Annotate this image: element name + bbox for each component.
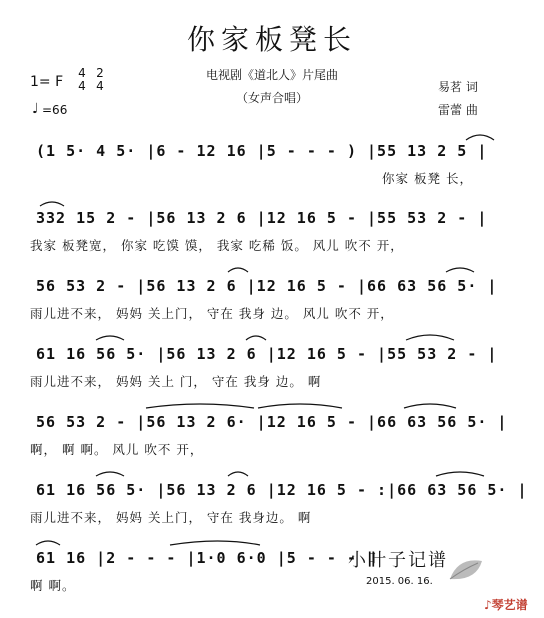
notation-line: 61 16 |2 - - - |1·0 6·0 |5 - - - ‖ bbox=[36, 549, 378, 567]
site-logo: ♪琴艺谱 bbox=[484, 598, 528, 612]
lyric-line: 我家 板凳宽， 你家 吃馍 馍， 我家 吃稀 饭。 风儿 吹不 开， bbox=[30, 238, 404, 253]
slur bbox=[146, 404, 254, 408]
notation-line: (1 5· 4 5· |6 - 12 16 |5 - - - ) |55 13 2 5 | bbox=[36, 142, 488, 160]
composer-credit: 雷蕾 曲 bbox=[438, 103, 478, 117]
slur bbox=[96, 472, 124, 476]
notation-line: 61 16 56 5· |56 13 2 6 |12 16 5 - :|66 63 56 5· | bbox=[36, 481, 528, 499]
lyric-line: 雨儿进不来， 妈妈 关上 门， 守在 我身 边。 啊 bbox=[30, 374, 322, 389]
meter-4-4: 4 4 bbox=[78, 66, 86, 93]
slur bbox=[246, 336, 266, 340]
notation-line: 61 16 56 5· |56 13 2 6 |12 16 5 - |55 53 2 - | bbox=[36, 345, 498, 363]
note-icon: ♩ bbox=[32, 101, 39, 117]
slur bbox=[436, 472, 484, 476]
tempo-marking: =66 bbox=[42, 103, 68, 117]
lyric-line: 啊 啊。 bbox=[30, 578, 76, 593]
score-title: 你家板凳长 bbox=[186, 23, 357, 56]
key-signature: 1= F bbox=[30, 74, 64, 90]
slur bbox=[406, 335, 454, 340]
notation-line: 56 53 2 - |56 13 2 6 |12 16 5 - |66 63 56 5· | bbox=[36, 277, 498, 295]
lyric-line: 你家 板凳 长， bbox=[382, 171, 473, 186]
notation-line: 56 53 2 - |56 13 2 6· |12 16 5 - |66 63 56 5· | bbox=[36, 413, 508, 431]
slur bbox=[228, 472, 248, 476]
notation-line: 332 15 2 - |56 13 2 6 |12 16 5 - |55 53 2 - | bbox=[36, 209, 488, 227]
lyricist-credit: 易茗 词 bbox=[438, 80, 478, 94]
slur bbox=[36, 541, 60, 545]
slur bbox=[404, 404, 456, 408]
slur bbox=[228, 268, 248, 272]
lyric-line: 啊， 啊 啊。 风儿 吹不 开， bbox=[30, 442, 204, 457]
leaf-icon bbox=[446, 555, 486, 585]
slur bbox=[170, 541, 260, 545]
slur bbox=[466, 135, 494, 140]
lyric-line: 雨儿进不来， 妈妈 关上门， 守在 我身边。 啊 bbox=[30, 510, 312, 525]
slur bbox=[96, 336, 124, 340]
slur bbox=[258, 404, 342, 408]
meter-2-4: 2 4 bbox=[96, 66, 104, 93]
slur bbox=[446, 268, 474, 272]
transcription-date: 2015. 06. 16. bbox=[366, 576, 433, 587]
logo-mark-icon: ♪ bbox=[484, 598, 492, 612]
score-subtitle: 电视剧《道北人》片尾曲 bbox=[205, 68, 338, 82]
score-subtitle-performers: （女声合唱） bbox=[235, 91, 308, 105]
lyric-line: 雨儿进不来， 妈妈 关上门， 守在 我身 边。 风儿 吹不 开， bbox=[30, 306, 394, 321]
slur bbox=[40, 202, 64, 206]
transcriber-signature: 小叶子记谱 bbox=[348, 550, 448, 571]
